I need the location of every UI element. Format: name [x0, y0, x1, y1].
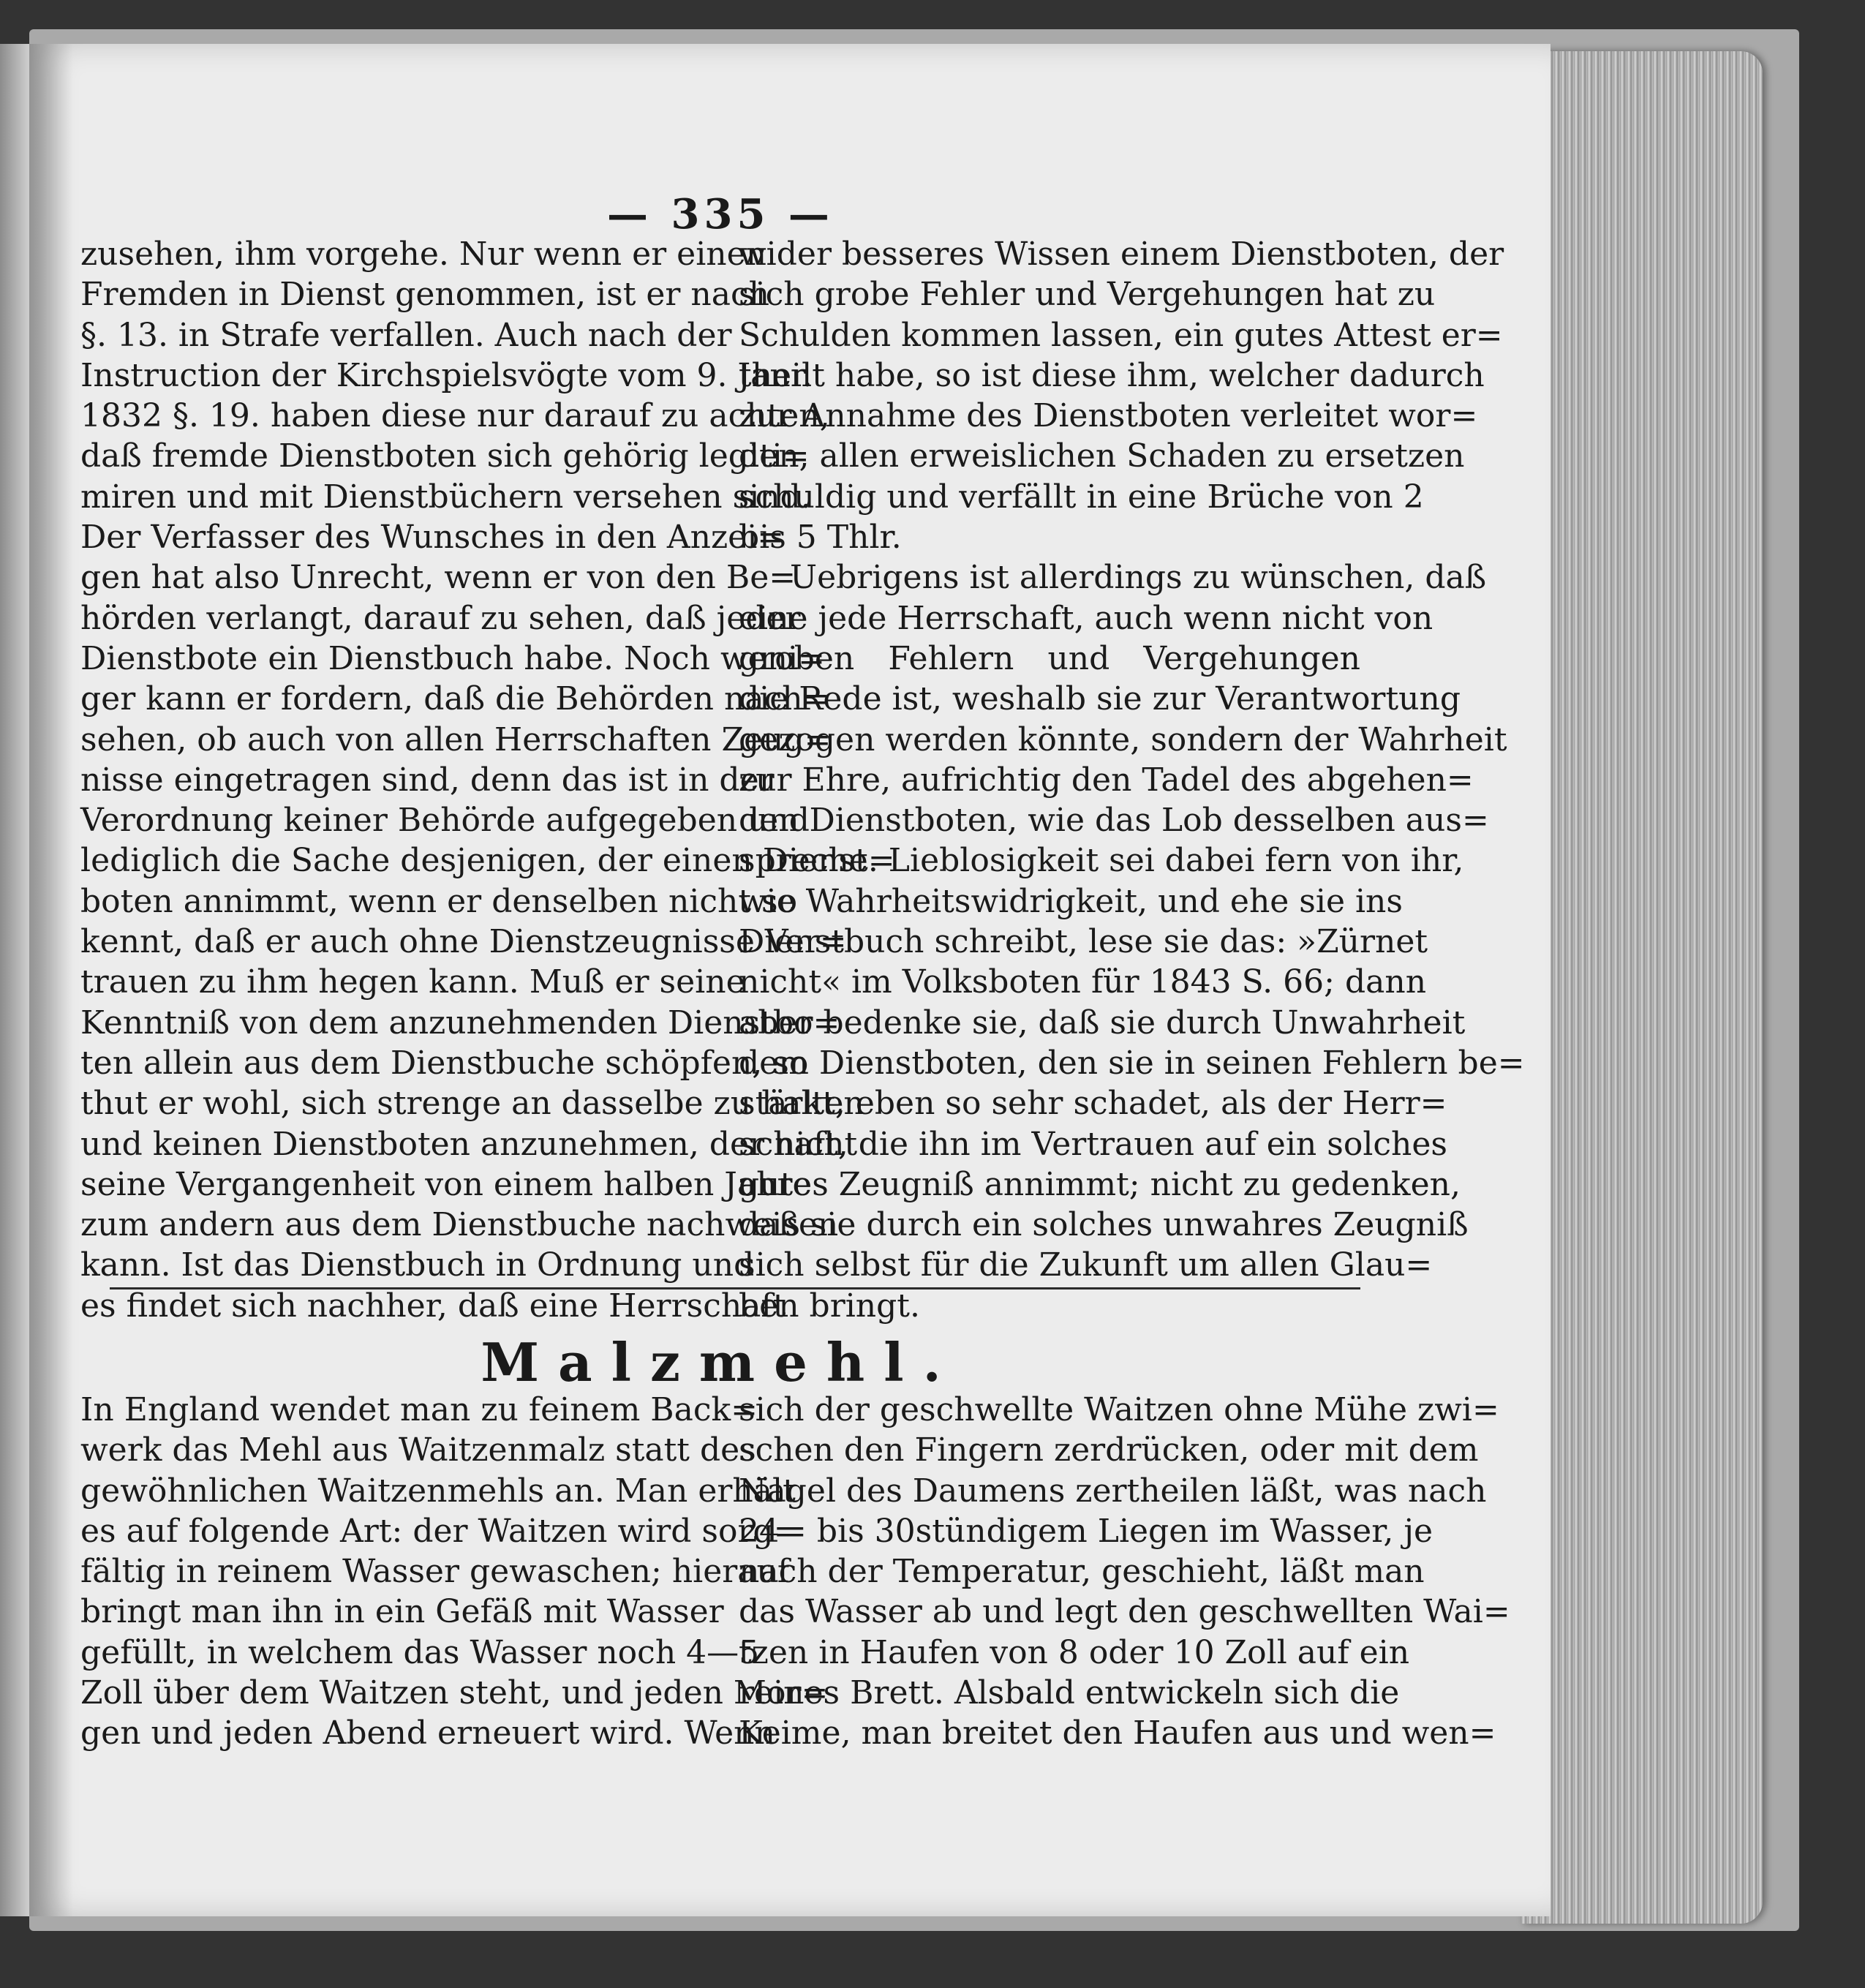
text-line: gen und jeden Abend erneuert wird. Wenn — [80, 1714, 775, 1752]
text-line: Kenntniß von dem anzunehmenden Dienstbo= — [80, 1004, 840, 1042]
left-page-edge — [0, 44, 29, 1916]
text-line: Instruction der Kirchspielsvögte vom 9. Janr. — [80, 356, 813, 394]
text-line: sich grobe Fehler und Vergehungen hat zu — [739, 276, 1436, 314]
text-line: den, allen erweislichen Schaden zu ersetzen — [739, 437, 1465, 475]
text-line: trauen zu ihm hegen kann. Muß er seine — [80, 963, 745, 1001]
text-line: reines Brett. Alsbald entwickeln sich die — [739, 1674, 1400, 1712]
text-line: schuldig und verfällt in eine Brüche von 2 — [739, 478, 1424, 516]
text-line: nisse eingetragen sind, denn das ist in der — [80, 761, 775, 799]
text-line: miren und mit Dienstbüchern versehen sind. — [80, 478, 811, 516]
text-line: thut er wohl, sich strenge an dasselbe zu halten — [80, 1085, 864, 1123]
text-line: lediglich die Sache desjenigen, der einen Dienst= — [80, 842, 895, 880]
text-line: wie Wahrheitswidrigkeit, und ehe sie ins — [739, 882, 1403, 920]
text-line: hörden verlangt, darauf zu sehen, daß jeder — [80, 599, 801, 637]
text-line: groben Fehlern und Vergehungen — [739, 639, 1360, 677]
text-line: stärkt, eben so sehr schadet, als der Herr= — [739, 1085, 1447, 1123]
text-line: bringt man ihn in ein Gefäß mit Wasser — [80, 1593, 724, 1631]
text-line: es auf folgende Art: der Waitzen wird sorg= — [80, 1512, 801, 1550]
text-line: In England wendet man zu feinem Back= — [80, 1391, 758, 1428]
text-line: 1832 §. 19. haben diese nur darauf zu achten, — [80, 397, 830, 435]
text-line: Fremden in Dienst genommen, ist er nach — [80, 276, 769, 314]
section-divider — [110, 1287, 1360, 1289]
text-line: tzen in Haufen von 8 oder 10 Zoll auf ein — [739, 1633, 1410, 1671]
text-line: Der Verfasser des Wunsches in den Anzei= — [80, 519, 785, 557]
text-line: ger kann er fordern, daß die Behörden nach= — [80, 680, 830, 718]
text-line: dem Dienstboten, den sie in seinen Fehlern be= — [739, 1044, 1525, 1082]
text-line: sich der geschwellte Waitzen ohne Mühe zwi= — [739, 1391, 1499, 1428]
text-line: ten allein aus dem Dienstbuche schöpfen, so — [80, 1044, 809, 1082]
text-line: eine jede Herrschaft, auch wenn nicht von — [739, 599, 1433, 637]
text-line: Verordnung keiner Behörde aufgegeben und — [80, 802, 810, 840]
text-line: nach der Temperatur, geschieht, läßt man — [739, 1553, 1425, 1591]
text-line: Dienstbuch schreibt, lese sie das: »Zürnet — [739, 923, 1428, 961]
text-line: Uebrigens ist allerdings zu wünschen, daß — [790, 559, 1487, 597]
text-line: zusehen, ihm vorgehe. Nur wenn er einen — [80, 236, 766, 273]
text-line: bis 5 Thlr. — [739, 519, 902, 557]
text-line: werk das Mehl aus Waitzenmalz statt des — [80, 1431, 756, 1469]
text-line: nicht« im Volksboten für 1843 S. 66; dann — [739, 963, 1427, 1001]
text-line: gen hat also Unrecht, wenn er von den Be= — [80, 559, 796, 597]
section-heading: Malzmehl. — [481, 1331, 960, 1393]
text-line: gutes Zeugniß annimmt; nicht zu gedenken, — [739, 1165, 1461, 1203]
text-line: Zoll über dem Waitzen steht, und jeden Mor= — [80, 1674, 829, 1712]
text-line: seine Vergangenheit von einem halben Jahre — [80, 1165, 812, 1203]
text-line: das Wasser ab und legt den geschwellten Wai= — [739, 1593, 1510, 1631]
text-line: es findet sich nachher, daß eine Herrschaft — [80, 1287, 786, 1325]
text-line: fältig in reinem Wasser gewaschen; hierauf — [80, 1553, 790, 1591]
text-line: zur Annahme des Dienstboten verleitet wor= — [739, 397, 1478, 435]
text-line: theilt habe, so ist diese ihm, welcher dadurch — [739, 356, 1485, 394]
text-line: Dienstbote ein Dienstbuch habe. Noch weni= — [80, 639, 825, 677]
text-line: wider besseres Wissen einem Dienstboten, der — [739, 236, 1504, 273]
text-line: Nagel des Daumens zertheilen läßt, was nach — [739, 1472, 1487, 1510]
text-line: Keime, man breitet den Haufen aus und wen= — [739, 1714, 1496, 1752]
text-line: den Dienstboten, wie das Lob desselben aus= — [739, 802, 1489, 840]
text-line: §. 13. in Strafe verfallen. Auch nach der — [80, 316, 732, 354]
text-line: gefüllt, in welchem das Wasser noch 4—5 — [80, 1633, 760, 1671]
text-line: schaft, die ihn im Vertrauen auf ein solches — [739, 1125, 1447, 1163]
book-page — [29, 44, 1551, 1916]
text-line: kann. Ist das Dienstbuch in Ordnung und — [80, 1246, 755, 1284]
text-line: zum andern aus dem Dienstbuche nachweisen — [80, 1206, 839, 1244]
text-line: 24= bis 30stündigem Liegen im Wasser, je — [739, 1512, 1433, 1550]
bottom-left-column — [80, 1390, 829, 1754]
page-stack-edge — [1521, 51, 1763, 1924]
top-right-column — [739, 234, 1525, 1326]
text-line: schen den Fingern zerdrücken, oder mit dem — [739, 1431, 1479, 1469]
text-line: kennt, daß er auch ohne Dienstzeugnisse Ver= — [80, 923, 847, 961]
text-line: aber bedenke sie, daß sie durch Unwahrheit — [739, 1004, 1466, 1042]
page-number: — 335 — — [607, 190, 834, 238]
text-line: gewöhnlichen Waitzenmehls an. Man erhält — [80, 1472, 796, 1510]
page-gutter-shadow — [29, 44, 73, 1916]
text-line: sehen, ob auch von allen Herrschaften Zeug= — [80, 720, 832, 758]
text-line: daß sie durch ein solches unwahres Zeugniß — [739, 1206, 1469, 1244]
text-line: boten annimmt, wenn er denselben nicht so — [80, 882, 798, 920]
bottom-right-column — [739, 1390, 1510, 1754]
text-line: die Rede ist, weshalb sie zur Verantwortung — [739, 680, 1461, 718]
text-line: sich selbst für die Zukunft um allen Glau= — [739, 1246, 1433, 1284]
text-line: und keinen Dienstboten anzunehmen, der nicht — [80, 1125, 858, 1163]
text-line: spreche. Lieblosigkeit sei dabei fern von ihr, — [739, 842, 1464, 880]
text-line: ben bringt. — [739, 1287, 920, 1325]
text-line: Schulden kommen lassen, ein gutes Attest er= — [739, 316, 1503, 354]
text-line: gezogen werden könnte, sondern der Wahrheit — [739, 720, 1507, 758]
text-line: zur Ehre, aufrichtig den Tadel des abgehen= — [739, 761, 1474, 799]
text-line: daß fremde Dienstboten sich gehörig legiti= — [80, 437, 810, 475]
